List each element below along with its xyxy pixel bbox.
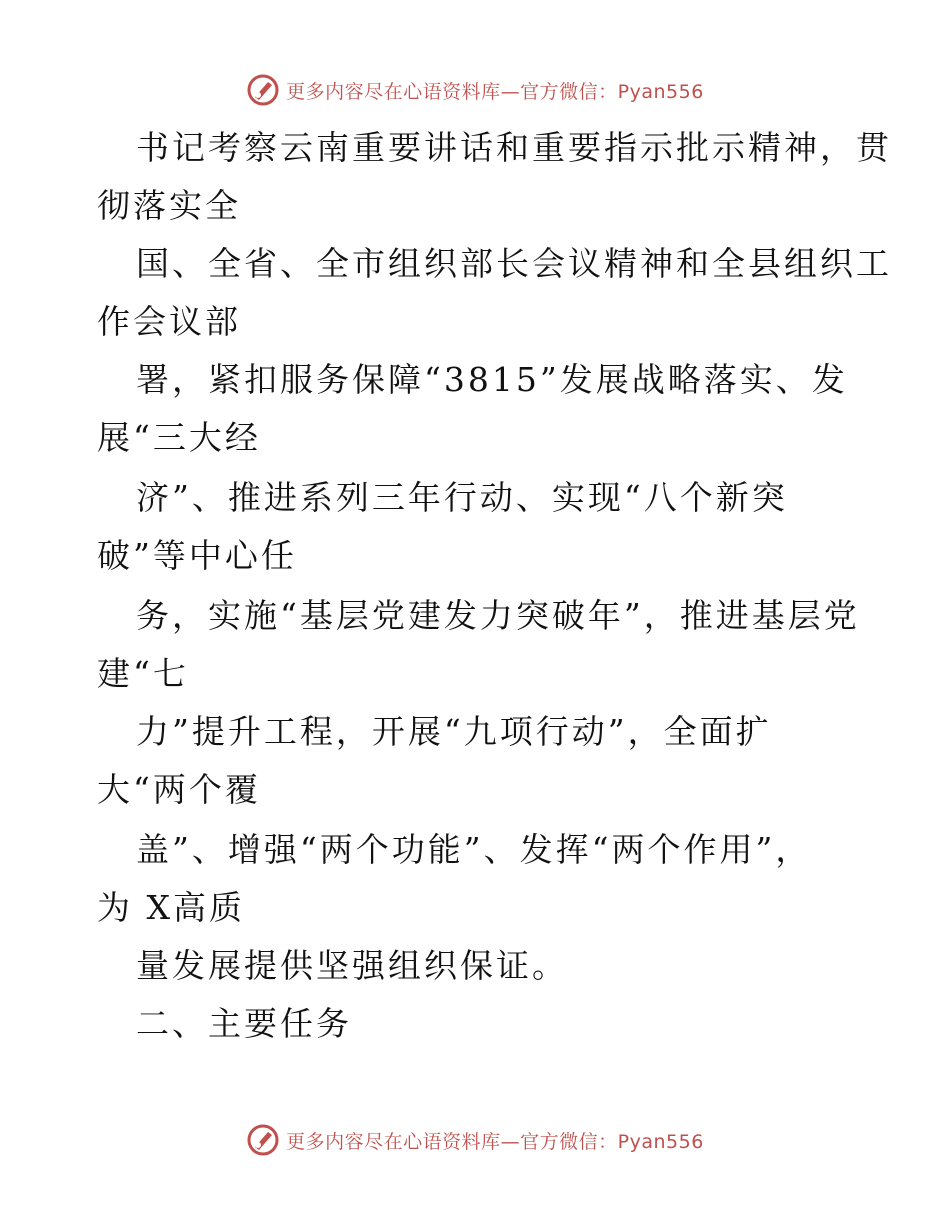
body-line: 书记考察云南重要讲话和重要指示批示精神，贯 [136,128,892,167]
body-line: 为 X高质 [97,888,245,927]
body-line: 破”等中心任 [97,536,297,575]
body-line: 建“七 [97,654,189,693]
body-line: 力”提升工程，开展“九项行动”，全面扩 [136,712,772,751]
body-line: 国、全省、全市组织部长会议精神和全县组织工 [136,244,892,283]
section-heading: 二、主要任务 [136,1004,352,1043]
body-line: 署，紧扣服务保障“3815”发展战略落实、发 [136,360,848,399]
body-line: 务，实施“基层党建发力突破年”，推进基层党 [136,596,860,635]
footer-watermark [0,1120,950,1160]
watermark-text: 更多内容尽在心语资料库—官方微信：Pyan556 [286,80,704,103]
body-line: 大“两个覆 [97,770,261,809]
body-line: 量发展提供坚强组织保证。 [136,946,568,985]
body-line: 展“三大经 [97,418,261,457]
pen-logo-icon [246,1123,280,1157]
body-line: 济”、推进系列三年行动、实现“八个新突 [136,478,788,517]
body-line: 盖”、增强“两个功能”、发挥“两个作用”， [136,830,812,869]
watermark-text: 更多内容尽在心语资料库—官方微信：Pyan556 [286,1130,704,1153]
body-line: 作会议部 [97,302,241,341]
body-line: 彻落实全 [97,186,241,225]
